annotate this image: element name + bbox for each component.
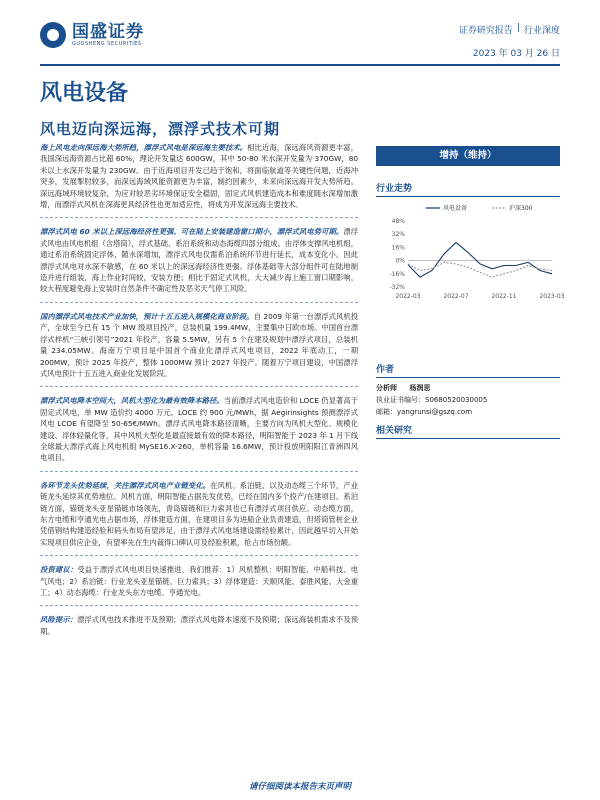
report-date: 2023 年 03 月 26 日	[472, 49, 560, 59]
sidebar	[376, 146, 565, 439]
risk-warning	[40, 614, 358, 644]
x-tick-label: 2022-03	[395, 293, 421, 300]
paragraph-lead: 风险提示：	[40, 615, 77, 625]
y-tick-label: -16%	[389, 270, 405, 278]
y-tick-label: 32%	[391, 231, 405, 239]
sector-name: 风电设备	[40, 81, 129, 106]
trend-chart	[376, 201, 565, 305]
summary-paragraph	[40, 226, 358, 302]
author-heading: 作者	[376, 359, 560, 378]
email-label: 邮箱：	[376, 408, 397, 416]
paragraph-body: 相比近海，深远海风资源更丰富，我国深远海资源占比超 60%，理论开发量达 600GW，其中 50-80 米水深开发量为 370GW，80 米以上水深开发量为 230GW。由于近海项目开发已趋于饱和，将面临航道等关键性问题，近海冲突多，发展掣肘较多，而深远海域风能资源更为丰富，制约因素少，未来向深远海开发大势所趋。深远海域环境较复杂，为应对较恶劣环境保证安全稳固，固定式风机建造成本和难度随水深增加激增，而漂浮式风机在深海更具经济性也更加适应性，将成为开发深远海主要技术。	[40, 143, 359, 210]
report-type: 证券研究报告	[458, 26, 513, 36]
summary-paragraph	[40, 395, 358, 471]
x-tick-label: 2022-11	[491, 293, 517, 300]
analyst-name: 杨润思	[409, 384, 431, 392]
paragraph-body: 在风机、系泊链、以及动态缆三个环节，产业链龙头延续其优势地位。风机方面，明阳智能占据先发优势，已经在国内多个投产/在建项目。系泊链方面，锚链龙头亚星锚链市场领先，青岛锚链和巨力索具也已有漂浮式项目供应。动态缆方面，东方电缆和亨通光电占据市场，浮体建造方面，在建项目多为进船企业负责建造，但塔筒管桩企业凭借钢结构建造经验和码头布局有望涉足，由于漂浮式风电场建设需经验累计，因此越早切入开始实现项目供应企业，有望率先在生内裁得口碑认可及经验积累，抢占市场份额。	[40, 480, 359, 547]
report-header-meta	[459, 23, 560, 59]
paragraph-body: 漂浮式风电由风电机组（含塔筒），浮式基础、系泊系统和动态海缆四部分组成。由浮体支撑风电机组，通过系泊系统固定浮体，随水深增加，漂浮式风电仅需系泊系统环节进行延长，成本变化小。因此漂浮式风电对水深不敏感，在 60 米以上的深远海经济性更强。浮体基础等大部分组件可在陆地制造并进行组装，海上作业时间较，安装方便；相比于固定式风机，大大减少海上施工窗口期影响，较大程度避免海上安装时自然条件不确定性及恶劣天气停工风险。	[40, 227, 359, 294]
paragraph-lead: 漂浮式风电 60 米以上深远海经济性更强、可在陆上安装建造窗口期小，漂浮式风电势可期。	[40, 227, 344, 237]
report-title: 风电迈向深远海，漂浮式技术可期	[40, 120, 281, 138]
y-tick-label: -32%	[389, 284, 405, 291]
header-separator: |	[516, 23, 520, 33]
paragraph-body: 当前漂浮式风电造价和 LOCE 仍显著高于固定式风电，单 MW 造价约 4000 万元。LOCE 约 900 元/MWh，据 Aegirinsights 预测漂浮式风电 LCOE 有望降至 50-65€/MWh。漂浮式风电降本路径清晰，主要方向为风机大型化、规模化建设、浮体轻量化等，其中风机大型化是最直接最有效的降本路径，明阳智能于 2023 年 1 月下线全球最大漂浮式海上风电机组 MySE16.X-260，单机容量 16.6MW，预计投放明阳阳江青洲四风电项目。	[40, 396, 358, 463]
paragraph-body: 受益于漂浮式风电项目快速推进，我们推荐：1）风机整机：明阳智能、中船科技、电气风电；2）系泊链：行业龙头亚星锚链、巨力索具；3）浮体建造：天顺风能、泰胜风能、大金重工；4）动态海缆：行业龙头东方电缆、亨通光电。	[40, 565, 359, 597]
analyst-email[interactable]: yangrunsi@gszq.com	[397, 408, 473, 416]
investment-advice	[40, 564, 358, 606]
paragraph-body: 自 2009 年第一台漂浮式风机投产，全球至今已有 15 个 MW 级项目投产，总装机量 199.4MW，主要集中日欧市场。中国首台漂浮式样机“三峡引领号”2021 年投产，容量 5.5MW，另有 5 个在建及规划中漂浮式项目，总装机量 234.05MW。海南万宁项目是中国首个商业化漂浮式风电项目，2022 年底动工，一期 200MW，预计 2025 年投产，整体 1000MW 预计 2027 年投产。随着万宁项目建设，中国漂浮式风电预计十五五进入商业化发展阶段。	[40, 311, 358, 378]
legend-label: 风电设备	[443, 205, 468, 212]
paragraph-lead: 海上风电走向深远海大势所趋，漂浮式风电是深远海主要技术。	[40, 143, 248, 152]
company-name-en: GUOSHENG SECURITIES	[72, 41, 142, 47]
paragraph-lead: 国内漂浮式风电技术产业加快，预计十五五进入规模化商业阶段。	[40, 311, 254, 321]
trend-heading: 行业走势	[376, 178, 560, 197]
paragraph-lead: 各环节龙头优势延续，关注漂浮式风电产业链变化。	[40, 480, 211, 490]
header-rule	[40, 64, 560, 66]
related-research-heading: 相关研究	[376, 420, 560, 439]
analyst-role: 分析师	[376, 384, 397, 392]
y-tick-label: 0%	[395, 257, 405, 265]
x-tick-label: 2023-03	[539, 293, 565, 300]
paragraph-body: 漂浮式风电技术推进不及预期；漂浮式风电降本速度不及预期；深远海装机需求不及预期。	[40, 615, 359, 636]
summary-paragraph	[40, 142, 358, 218]
paragraph-lead: 漂浮式风电降本空间大，风机大型化为最有效降本路径。	[40, 396, 224, 406]
legend-label: 沪深300	[509, 205, 533, 212]
y-tick-label: 48%	[391, 218, 405, 225]
summary-paragraph	[40, 311, 358, 387]
cert-number: S0680520030005	[425, 396, 488, 404]
cert-label: 执业证书编号：	[376, 396, 425, 404]
x-tick-label: 2022-07	[443, 293, 469, 300]
summary-paragraph	[40, 480, 358, 556]
disclaimer-footer: 请仔细阅读本报告末页声明	[248, 782, 351, 792]
paragraph-lead: 投资建议：	[40, 565, 78, 575]
company-logo	[40, 22, 144, 48]
y-tick-label: 16%	[391, 244, 405, 252]
rating-badge: 增持（维持）	[376, 146, 560, 166]
series-line	[408, 243, 552, 278]
main-body	[40, 142, 358, 652]
company-name-cn: 国盛证券	[72, 22, 144, 42]
industry-depth: 行业深度	[523, 26, 560, 36]
logo-mark-icon	[40, 22, 66, 48]
